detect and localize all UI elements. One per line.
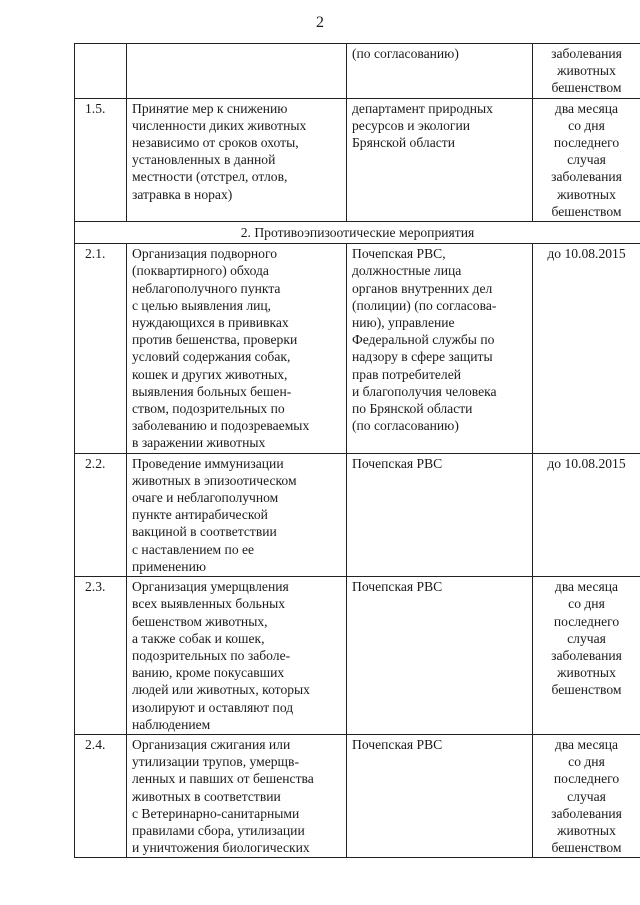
action-cell-line: численности диких животных <box>132 117 307 133</box>
action-cell-line: применению <box>132 558 206 574</box>
deadline-cell-line: заболевания <box>551 46 622 61</box>
deadline-cell-line: бешенством <box>551 203 622 219</box>
deadline-cell-line: заболевания <box>551 647 622 663</box>
action-cell-line: установленных в данной <box>132 152 276 168</box>
measures-table <box>74 43 640 858</box>
action-cell-line: условий содержания собак, <box>132 349 291 365</box>
deadline-cell <box>533 98 640 221</box>
responsible-cell-line: нию), управление <box>352 315 455 331</box>
deadline-cell-line: случая <box>567 788 606 804</box>
deadline-cell-line: последнего <box>553 771 620 787</box>
deadline-cell-line: со дня <box>568 117 605 133</box>
action-cell-line: подозрительных по заболе- <box>132 647 291 663</box>
deadline-cell <box>533 244 640 453</box>
deadline-cell-line: бешенством <box>551 682 622 698</box>
responsible-cell <box>347 734 533 857</box>
action-cell-line: всех выявленных больных <box>132 596 286 612</box>
action-cell <box>127 244 347 453</box>
table-row <box>75 98 640 221</box>
action-cell <box>127 734 347 857</box>
responsible-cell <box>347 453 533 576</box>
responsible-cell-line: Почепская РВС, <box>352 246 446 262</box>
action-cell-line: с наставлением по ее <box>132 541 255 557</box>
deadline-cell-line: до 10.08.2015 <box>547 246 626 262</box>
action-cell-line: Организация умерщвления <box>132 579 289 595</box>
action-cell-line: против бешенства, проверки <box>132 332 298 348</box>
action-cell-line: заболеванию и подозреваемых <box>132 418 310 434</box>
responsible-cell-line: Почепская РВС <box>352 579 443 595</box>
deadline-cell <box>533 734 640 857</box>
deadline-cell-line: последнего <box>553 135 620 151</box>
deadline-cell-line: животных <box>557 822 616 838</box>
section-row <box>75 222 640 244</box>
action-cell <box>127 453 347 576</box>
item-number: 2.2. <box>75 453 127 576</box>
deadline-cell-line: бешенством <box>551 80 622 96</box>
item-number <box>75 44 127 99</box>
action-cell-line: бешенством животных, <box>132 613 268 629</box>
action-cell-line: пункте антирабической <box>132 507 268 523</box>
item-number: 2.1. <box>75 244 127 453</box>
action-cell-line: людей или животных, которых <box>132 682 310 698</box>
responsible-cell-line: по Брянской области <box>352 401 473 417</box>
action-cell-line: ством, подозрительных по <box>132 401 285 417</box>
responsible-cell-line: Почепская РВС <box>352 455 443 471</box>
deadline-cell-line: два месяца <box>554 100 619 116</box>
item-number: 2.3. <box>75 577 127 735</box>
action-cell-line: независимо от сроков охоты, <box>132 135 299 151</box>
responsible-cell-line: ресурсов и экологии <box>352 117 471 133</box>
responsible-cell <box>347 44 533 99</box>
action-cell-line: вакциной в соответствии <box>132 524 277 540</box>
page-number: 2 <box>316 14 324 31</box>
deadline-cell <box>533 453 640 576</box>
deadline-cell-line: два месяца <box>554 579 619 595</box>
deadline-cell-line: два месяца <box>554 736 619 752</box>
action-cell-line: Организация сжигания или <box>132 736 291 752</box>
deadline-cell-line: животных <box>557 665 616 681</box>
deadline-cell-line: животных <box>557 186 616 202</box>
responsible-cell-line: и благополучия человека <box>352 383 497 399</box>
responsible-cell-line: (полиции) (по согласова- <box>352 297 497 313</box>
action-cell-line: нуждающихся в прививках <box>132 315 289 331</box>
item-number: 2.4. <box>75 734 127 857</box>
action-cell-line: кошек и других животных, <box>132 366 288 382</box>
responsible-cell-line: департамент природных <box>352 100 493 116</box>
section-title: 2. Противоэпизоотические мероприятия <box>75 222 640 244</box>
table-row <box>75 44 640 99</box>
deadline-cell <box>533 44 640 99</box>
responsible-cell <box>347 577 533 735</box>
action-cell-line: утилизации трупов, умерщв- <box>132 754 299 770</box>
action-cell-line: с Ветеринарно-санитарными <box>132 805 300 821</box>
table-row <box>75 577 640 735</box>
deadline-cell-line: бешенством <box>551 840 622 856</box>
deadline-cell-line: животных <box>557 63 616 79</box>
action-cell-line: наблюдением <box>132 716 211 732</box>
action-cell-line: животных в соответствии <box>132 788 281 804</box>
action-cell-line: ванию, кроме покусавших <box>132 665 285 681</box>
deadline-cell-line: заболевания <box>551 805 622 821</box>
deadline-cell-line: случая <box>567 152 606 168</box>
action-cell-line: Проведение иммунизации <box>132 455 284 471</box>
responsible-cell-line: Почепская РВС <box>352 736 443 752</box>
action-cell-line: затравка в норах) <box>132 186 233 202</box>
action-cell-line: правилами сбора, утилизации <box>132 822 305 838</box>
action-cell-line: и уничтожения биологических <box>132 840 310 856</box>
deadline-cell <box>533 577 640 735</box>
action-cell-line: местности (отстрел, отлов, <box>132 169 288 185</box>
action-cell-line: Организация подворного <box>132 246 277 262</box>
action-cell-line: ленных и павших от бешенства <box>132 771 314 787</box>
deadline-cell-line: со дня <box>568 596 605 612</box>
responsible-cell <box>347 244 533 453</box>
action-cell-line: очаге и неблагополучном <box>132 490 279 506</box>
deadline-cell-line: со дня <box>568 754 605 770</box>
responsible-cell-line: прав потребителей <box>352 366 462 382</box>
action-cell-line: (поквартирного) обхода <box>132 263 269 279</box>
table-row <box>75 453 640 576</box>
responsible-cell-line: Брянской области <box>352 135 455 151</box>
table-row <box>75 734 640 857</box>
responsible-cell-line: Федеральной службы по <box>352 332 495 348</box>
action-cell-line: Принятие мер к снижению <box>132 100 288 116</box>
table-row <box>75 244 640 453</box>
responsible-cell-line: (по согласованию) <box>352 46 459 61</box>
action-cell-line: животных в эпизоотическом <box>132 472 297 488</box>
measures-table-body <box>75 44 640 858</box>
action-cell-line: выявления больных бешен- <box>132 383 292 399</box>
deadline-cell-line: случая <box>567 630 606 646</box>
responsible-cell-line: надзору в сфере защиты <box>352 349 493 365</box>
action-cell-line: с целью выявления лиц, <box>132 297 272 313</box>
deadline-cell-line: заболевания <box>551 169 622 185</box>
action-cell <box>127 44 347 99</box>
action-cell-line: в заражении животных <box>132 435 266 451</box>
action-cell-line: а также собак и кошек, <box>132 630 265 646</box>
responsible-cell <box>347 98 533 221</box>
item-number: 1.5. <box>75 98 127 221</box>
responsible-cell-line: должностные лица <box>352 263 462 279</box>
action-cell-line: изолируют и оставляют под <box>132 699 294 715</box>
responsible-cell-line: (по согласованию) <box>352 418 459 434</box>
deadline-cell-line: последнего <box>553 613 620 629</box>
action-cell <box>127 98 347 221</box>
responsible-cell-line: органов внутренних дел <box>352 280 493 296</box>
deadline-cell-line: до 10.08.2015 <box>547 455 626 471</box>
action-cell-line: неблагополучного пункта <box>132 280 281 296</box>
action-cell <box>127 577 347 735</box>
